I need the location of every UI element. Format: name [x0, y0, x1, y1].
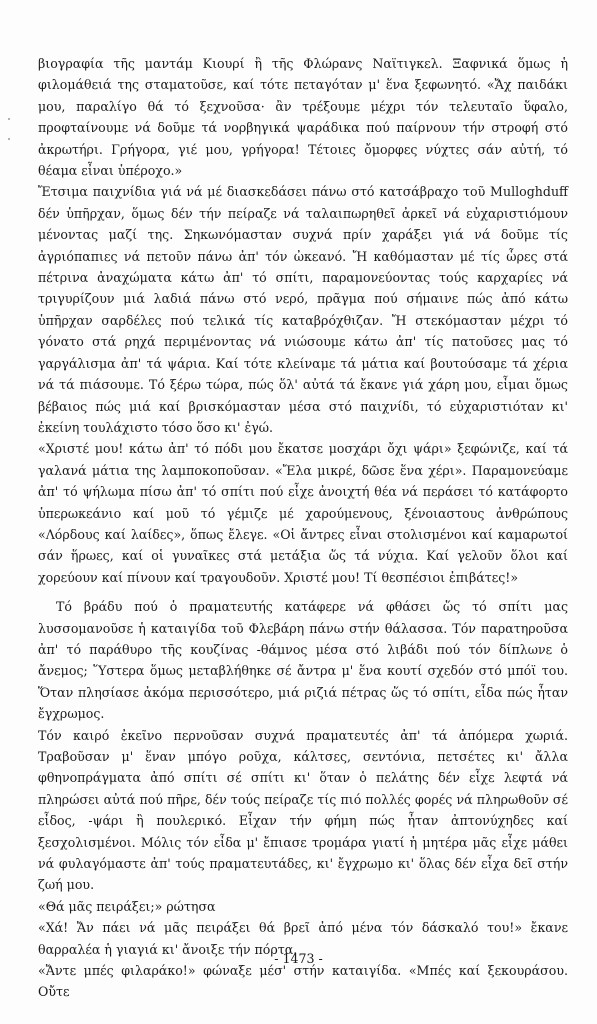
page-number: - 1473 -: [274, 951, 323, 966]
paragraph: «Χριστέ μου! κάτω ἀπ' τό πόδι μου ἔκατσε μοσχάρι ὄχι ψάρι» ξεφώνιζε, καί τά γαλανά μάτια της λαμποκοποῦσαν. «Ἔλα μικρέ, δῶσε ἕνα χέρι». Παραμονεύαμε ἀπ' τό ψήλωμα πίσω ἀπ' τό σπίτι πού εἶχε ἀνοιχτή θέα νά περάσει τό κατάφορτο ὑπερωκεάνιο καί μοῦ τό γέμιζε μέ χαρούμενους, ξένοιαστους ἀνθρώπους «Λόρδους καί λαίδες», ὅπως ἔλεγε. «Οἱ ἄντρες εἶναι στολισμένοι καί καμαρωτοί σάν ἥρωες, καί οἱ γυναῖκες στά μετάξια ὥς τά νύχια. Καί γελοῦν ὅλοι καί χορεύουν καί πίνουν καί τραγουδοῦν. Χριστέ μου! Τί θεσπέσιοι ἐπιβάτες!»: [38, 441, 568, 585]
paragraph: Τόν καιρό ἐκεῖνο περνοῦσαν συχνά πραματευτές ἀπ' τά ἀπόμερα χωριά. Τραβοῦσαν μ' ἕναν μπόγο ροῦχα, κάλτσες, σεντόνια, πετσέτες κι' ἄλλα φθηνοπράγματα ἀπό σπίτι σέ σπίτι κι' ὅταν ὁ πελάτης δέν εἶχε λεφτά νά πληρώσει αὐτά πού πῆρε, δέν τούς πείραζε τίς πιό πολλές φορές νά πληρωθοῦν σέ εἶδος, -ψάρι ἢ πουλερικό. Εἶχαν τήν φήμη πώς ἦταν ἀπτονύχηδες καί ξεσχολισμένοι. Μόλις τόν εἶδα μ' ἔπιασε τρομάρα γιατί ἡ μητέρα μᾶς εἶχε μάθει νά φυλαγόμαστε ἀπ' τούς πραματευτάδες, κι' ἔγχρωμο κι' ὅλας δέν εἶχα δεῖ στήν ζωή μου.: [38, 727, 568, 893]
paragraph: Ἔτσιμα παιχνίδια γιά νά μέ διασκεδάσει πάνω στό κατσάβραχο τοῦ Mulloghduff δέν ὑπῆρχαν, ὅμως δέν τήν πείραζε νά ταλαιπωρηθεῖ ἀρκεῖ νά εὐχαριστιόμουν μένοντας μαζί της. Σηκωνόμασταν συχνά πρίν χαράξει γιά νά δοῦμε τίς ἀγριόπαπιες νά πετοῦν πάνω ἀπ' τόν ὠκεανό. Ἤ καθόμασταν μέ τίς ὧρες στά πέτρινα ἀναχώματα κάτω ἀπ' τό σπίτι, παραμονεύοντας τούς καρχαρίες νά τριγυρίζουν μιά λαδιά πάνω στό νερό, πρᾶγμα πού σήμαινε πώς ἀπό κάτω ὑπῆρχαν σαρδέλες πού τελικά τίς καταβρόχθιζαν. Ἤ στεκόμασταν μέχρι τό γόνατο στά ρηχά περιμένοντας νά νιώσουμε κάτω ἀπ' τίς πατοῦσες μας τό γαργάλισμα ἀπ' τά ψάρια. Καί τότε κλείναμε τά μάτια καί βουτούσαμε τά χέρια νά τά πιάσουμε. Τό ξέρω τώρα, πώς ὅλ' αὐτά τά ἔκανε γιά χάρη μου, εἶμαι ὅμως βέβαιος πώς μιά καί βρισκόμασταν μέσα στό παιχνίδι, τό εὐχαριστιόταν κι' ἐκείνη τουλάχιστο τόσο ὅσο κι' ἐγώ.: [38, 184, 568, 435]
paragraph: «Χά! Ἄν πάει νά μᾶς πειράξει θά βρεῖ ἀπό μένα τόν δάσκαλό του!» ἔκανε θαρραλέα ἡ γιαγιά κι' ἄνοιξε τήν πόρτα.: [38, 920, 568, 957]
paragraph: Τό βράδυ πού ὁ πραματευτής κατάφερε νά φθάσει ὥς τό σπίτι μας λυσσομανοῦσε ἡ καταιγίδα τοῦ Φλεβάρη πάνω στήν θάλασσα. Τόν παρατηροῦσα ἀπ' τό παράθυρο τῆς κουζίνας -θάμνος μέσα στό λιβάδι πού τόν δίπλωνε ὁ ἄνεμος; Ὕστερα ὅμως μεταβλήθηκε σέ ἄντρα μ' ἕνα κουτί σχεδόν στό μπόϊ του. Ὅταν πλησίασε ἀκόμα περισσότερο, μιά ριζιά πέτρας ὥς τό σπίτι, εἶδα πώς ἦταν ἔγχρωμος.: [38, 599, 568, 722]
paragraph-gap: [38, 588, 568, 596]
paragraph: «Ἄντε μπές φιλαράκο!» φώναξε μέσ' στήν καταιγίδα. «Μπές καί ξεκουράσου. Οὔτε: [38, 963, 568, 1000]
margin-speck: [8, 118, 10, 120]
margin-speck: [8, 138, 10, 140]
paragraph: «Θά μᾶς πειράξει;» ρώτησα: [38, 898, 216, 914]
paragraph: βιογραφία τῆς μαντάμ Κιουρί ἢ τῆς Φλώρανς Ναϊτιγκελ. Ξαφνικά ὅμως ἡ φιλομάθειά της σταματοῦσε, καί τότε πεταγόταν μ' ἕνα ξεφωνητό. «Ἄχ παιδάκι μου, παραλίγο θά τό ξεχνοῦσα· ἂν τρέξουμε μέχρι τόν τελευταῖο ὕφαλο, προφταίνουμε νά δοῦμε τά νορβηγικά ψαράδικα πού παίρνουν τήν στροφή στό ἀκρωτήρι. Γρήγορα, γιέ μου, γρήγορα! Τέτοιες ὄμορφες νύχτες σάν αὐτή, τό θέαμα εἶναι ὑπέροχο.»: [38, 56, 568, 179]
body-text: [38, 53, 568, 1003]
